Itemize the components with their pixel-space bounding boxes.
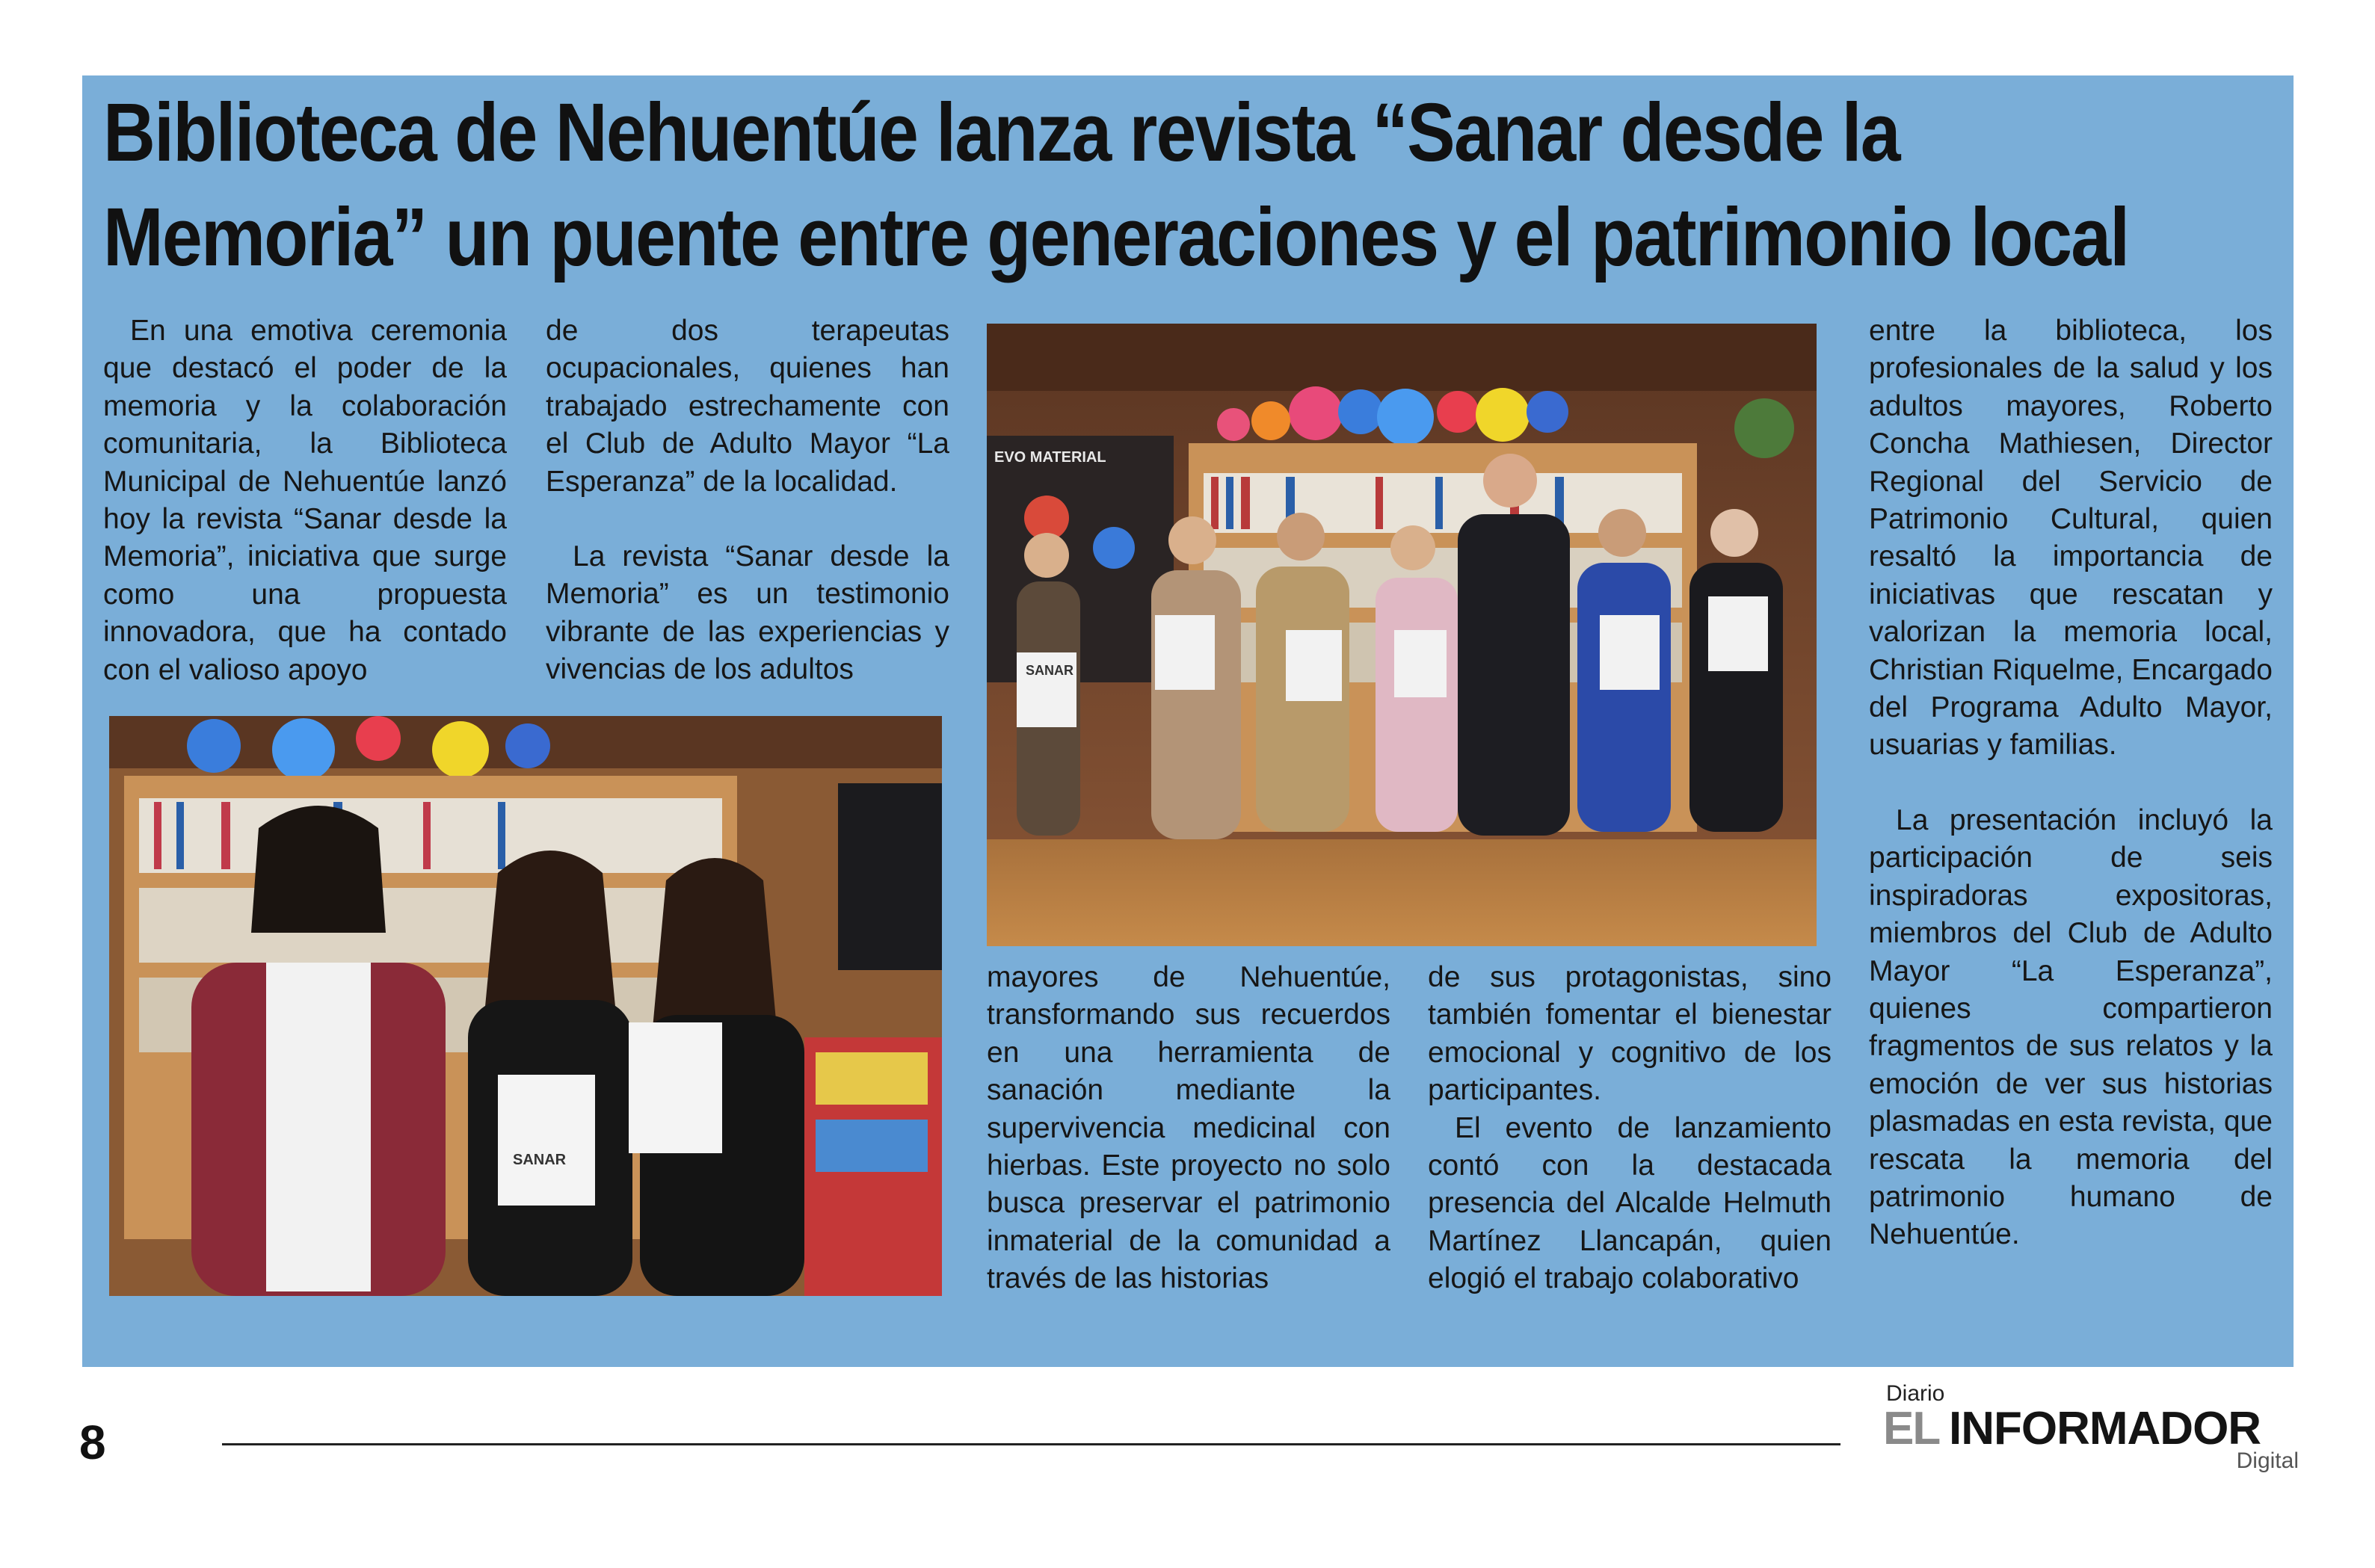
footer-rule xyxy=(222,1443,1840,1445)
headline-line-2: Memoria” un puente entre generaciones y el patrimonio local xyxy=(103,191,2129,283)
paragraph: La revista “Sanar desde la Memoria” es un testimonio vibrante de las experiencias y vivencias de los adultos xyxy=(546,540,949,686)
paragraph: de sus protagonistas, sino también fomentar el bienestar emocional y cognitivo de los participantes. xyxy=(1428,961,1832,1107)
paragraph: La presentación incluyó la participación de seis inspiradoras expositoras, miembros del Club de Adulto Mayor “La Esperanza”, quienes compartieron fragmentos de sus relatos y la emoción de ver sus historias plasmadas en esta revista, que rescata la memoria del patrimonio humano de Nehuentúe. xyxy=(1869,803,2273,1251)
newspaper-logo xyxy=(1883,1381,2302,1471)
logo-el: EL xyxy=(1883,1403,1940,1454)
page-number: 8 xyxy=(79,1416,106,1469)
paragraph: entre la biblioteca, los profesionales de la salud y los adultos mayores, Roberto Concha Mathiesen, Director Regional del Servicio de Patrimonio Cultural, quien resaltó la importancia de iniciativas que rescatan y valorizan la memoria local, Christian Riquelme, Encargado del Programa Adulto Mayor, usuarias y familias. xyxy=(1869,315,2273,762)
magazine-label: SANAR xyxy=(513,1152,567,1168)
group-photo xyxy=(987,324,1817,946)
magazine-label: SANAR xyxy=(1026,663,1074,678)
banner-text: EVO MATERIAL xyxy=(994,449,1106,466)
group-photo-illustration xyxy=(987,324,1817,946)
headline-line-1: Biblioteca de Nehuentúe lanza revista “Sanar desde la xyxy=(103,87,1900,179)
trio-photo xyxy=(109,716,942,1296)
paragraph: mayores de Nehuentúe, transformando sus recuerdos en una herramienta de sanación mediante la supervivencia medicinal con hierbas. Este proyecto no solo busca preservar el patrimonio inmaterial de la comunidad a través de las historias xyxy=(987,961,1390,1295)
headline xyxy=(103,81,2129,290)
logo-main: INFORMADOR xyxy=(1949,1403,2261,1454)
paragraph: El evento de lanzamiento contó con la destacada presencia del Alcalde Helmuth Martínez Llancapán, quien elogió el trabajo colaborativo xyxy=(1428,1111,1832,1295)
article-column-4 xyxy=(1428,959,1832,1298)
article-column-3 xyxy=(987,959,1390,1298)
article-column-2 xyxy=(546,312,949,689)
paragraph: de dos terapeutas ocupacionales, quienes han trabajado estrechamente con el Club de Adulto Mayor “La Esperanza” de la localidad. xyxy=(546,315,949,498)
logo-diario: Diario xyxy=(1886,1381,1945,1406)
article-column-1 xyxy=(103,312,507,689)
logo-digital: Digital xyxy=(2236,1448,2299,1473)
article-column-5 xyxy=(1869,312,2273,1254)
paragraph: En una emotiva ceremonia que destacó el poder de la memoria y la colaboración comunitaria, la Biblioteca Municipal de Nehuentúe lanzó hoy la revista “Sanar desde la Memoria”, iniciativa que surge como una propuesta innovadora, que ha contado con el valioso apoyo xyxy=(103,315,507,686)
trio-photo-illustration xyxy=(109,716,942,1296)
